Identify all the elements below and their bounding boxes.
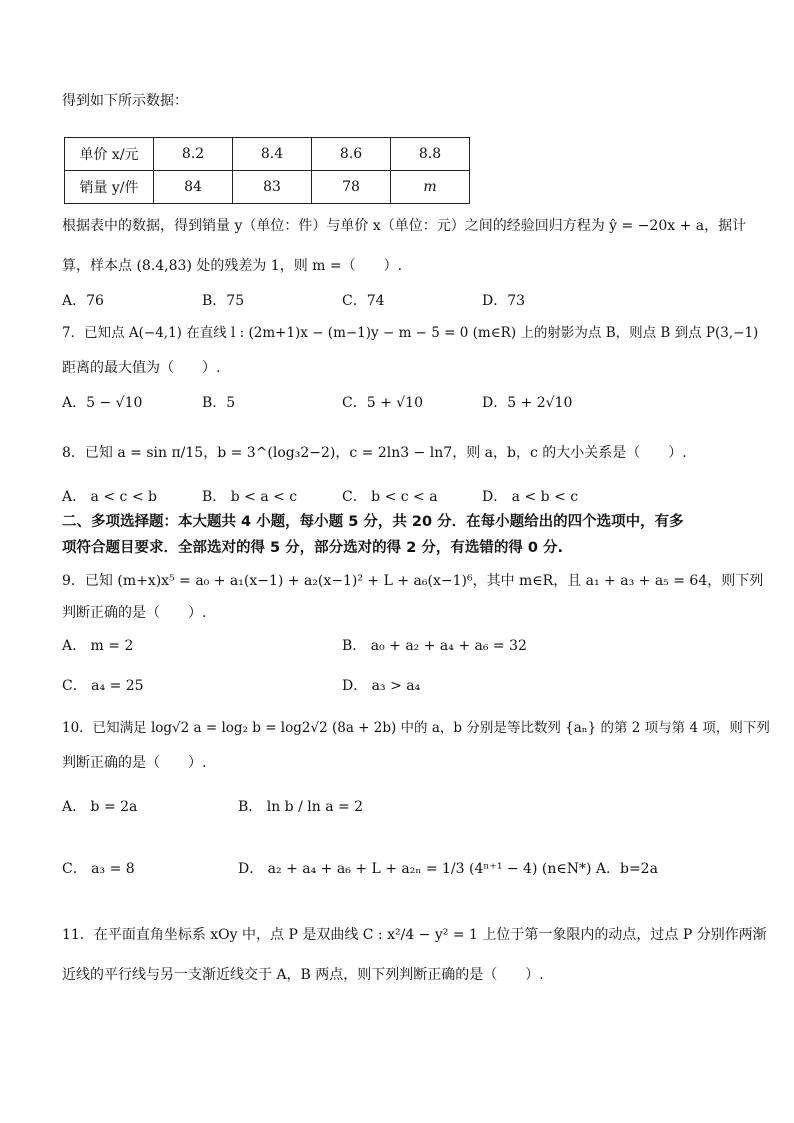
q8-option-c: C． b < c < a [342,489,438,505]
q6-option-c: C．74 [342,293,385,309]
q7-line2: 距离的最大值为（ ）. [62,360,221,376]
table-cell: 83 [233,171,312,204]
q10-option-a: A． b = 2a [62,799,138,815]
table-row [65,138,470,171]
section2-heading-line2: 项符合题目要求．全部选对的得 5 分，部分选对的得 2 分，有选错的得 0 分. [62,540,564,556]
q7-line1: 7．已知点 A(−4,1) 在直线 l : (2m+1)x − (m−1)y − m − 5 = 0 (m∈R) 上的射影为点 B，则点 B 到点 P(3,−1) [62,325,759,341]
q7-option-c: C．5 + √10 [342,395,423,411]
q6-option-a: A．76 [62,293,104,309]
q9-option-c: C． a₄ = 25 [62,678,144,694]
q8-option-a: A． a < c < b [62,489,157,505]
q6-option-b: B．75 [202,293,245,309]
q10-line2: 判断正确的是（ ）. [62,755,207,771]
q9-line1: 9．已知 (m+x)x⁵ = a₀ + a₁(x−1) + a₂(x−1)² + L + a₆(x−1)⁶，其中 m∈R，且 a₁ + a₃ + a₅ = 64，则下列 [62,573,764,589]
q9-option-a: A． m = 2 [62,638,134,654]
q6-line2: 算，样本点 (8.4,83) 处的残差为 1，则 m =（ ）. [62,258,403,274]
section2-heading-line1: 二、多项选择题：本大题共 4 小题，每小题 5 分，共 20 分．在每小题给出的四个选项中，有多 [62,514,684,530]
q10-option-c: C． a₃ = 8 [62,861,135,877]
table-header-cell: 销量 y/件 [65,171,154,204]
table-cell: 8.8 [391,138,470,171]
q9-option-d: D． a₃ > a₄ [342,678,421,694]
data-table [64,137,470,204]
q10-option-d: D． a₂ + a₄ + a₆ + L + a₂ₙ = 1/3 (4ⁿ⁺¹ − 4) (n∈N*) A．b=2a [238,861,658,877]
q8-option-d: D． a < b < c [482,489,579,505]
table-row [65,171,470,204]
q6-option-d: D．73 [482,293,526,309]
table-cell: 8.6 [312,138,391,171]
q10-line1: 10．已知满足 log√2 a = log₂ b = log2√2 (8a + 2b) 中的 a，b 分别是等比数列 {aₙ} 的第 2 项与第 4 项，则下列 [62,720,770,736]
table-header-cell: 单价 x/元 [65,138,154,171]
q9-option-b: B． a₀ + a₂ + a₄ + a₆ = 32 [342,638,527,654]
q10-option-b: B． ln b / ln a = 2 [238,799,364,815]
table-cell: 84 [154,171,233,204]
q6-line1: 根据表中的数据，得到销量 y（单位：件）与单价 x（单位：元）之间的经验回归方程为 ŷ = −20x + a，据计 [62,218,747,234]
intro-text: 得到如下所示数据： [62,93,188,109]
q7-option-d: D．5 + 2√10 [482,395,573,411]
q11-line1: 11．在平面直角坐标系 xOy 中，点 P 是双曲线 C : x²/4 − y² = 1 上位于第一象限内的动点，过点 P 分别作两渐 [62,927,767,943]
q8-option-b: B． b < a < c [202,489,298,505]
table-cell: 8.2 [154,138,233,171]
table-cell: 8.4 [233,138,312,171]
q9-line2: 判断正确的是（ ）. [62,605,207,621]
q8-line1: 8．已知 a = sin π/15，b = 3^(log₃2−2)，c = 2ln3 − ln7，则 a，b，c 的大小关系是（ ）. [62,445,687,461]
q7-option-a: A．5 − √10 [62,395,143,411]
table-cell: 78 [312,171,391,204]
q11-line2: 近线的平行线与另一支渐近线交于 A，B 两点，则下列判断正确的是（ ）. [62,967,544,983]
q7-option-b: B．5 [202,395,236,411]
table-cell: m [391,171,470,204]
